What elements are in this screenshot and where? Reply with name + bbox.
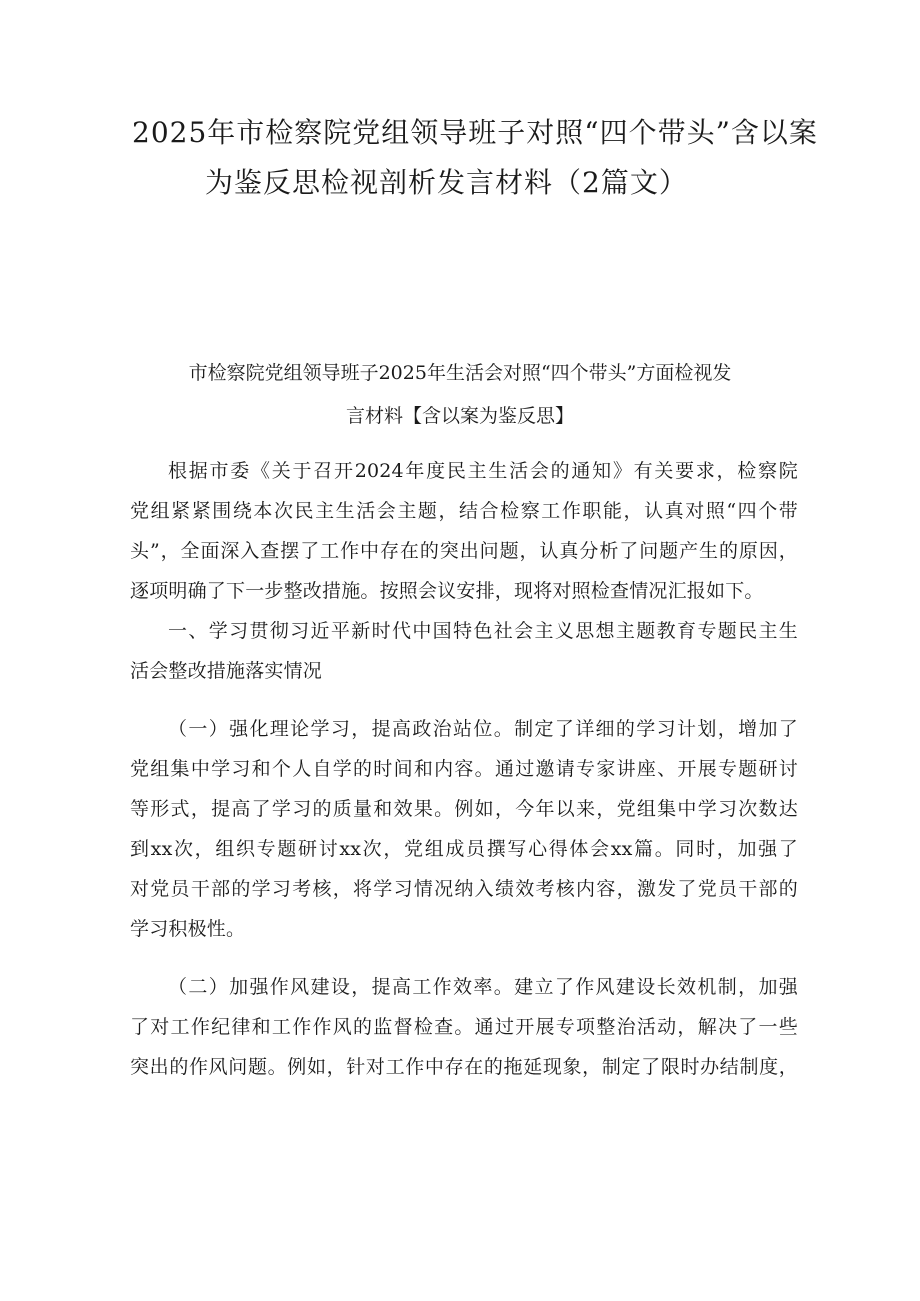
- document-title-line-1: 2025年市检察院党组领导班子对照“四个带头”含以案: [132, 116, 818, 149]
- paragraph-line: 根据市委《关于召开2024年度民主生活会的通知》有关要求，检察院: [168, 460, 798, 482]
- paragraph-line: 到xx次，组织专题研讨xx次，党组成员撰写心得体会xx篇。同时，加强了: [130, 838, 798, 860]
- section-title: [130, 352, 790, 438]
- paragraph-line: 头”，全面深入查摆了工作中存在的突出问题，认真分析了问题产生的原因，: [130, 540, 798, 562]
- paragraph-gap: [130, 691, 798, 709]
- paragraph-line: （一）强化理论学习，提高政治站位。制定了详细的学习计划，增加了: [168, 718, 798, 740]
- paragraph-line: 突出的作风问题。例如，针对工作中存在的拖延现象，制定了限时办结制度，: [130, 1056, 798, 1078]
- paragraph-line: 对党员干部的学习考核，将学习情况纳入绩效考核内容，激发了党员干部的: [130, 878, 798, 900]
- paragraph-line: 等形式，提高了学习的质量和效果。例如，今年以来，党组集中学习次数达: [130, 798, 798, 820]
- section-title-line-1: 市检察院党组领导班子2025年生活会对照“四个带头”方面检视发: [188, 362, 732, 384]
- paragraph-line: 活会整改措施落实情况: [130, 660, 323, 682]
- paragraph-line: 一、学习贯彻习近平新时代中国特色社会主义思想主题教育专题民主生: [168, 620, 798, 642]
- paragraph-line: 逐项明确了下一步整改措施。按照会议安排，现将对照检查情况汇报如下。: [130, 580, 764, 602]
- paragraph-line: 党组集中学习和个人自学的时间和内容。通过邀请专家讲座、开展专题研讨: [130, 758, 798, 780]
- section-title-line-2: 言材料【含以案为鉴反思】: [345, 405, 574, 427]
- paragraph-gap: [130, 949, 798, 967]
- document-title-line-2: 为鉴反思检视剖析发言材料（2篇文）: [205, 166, 688, 199]
- document-title: [118, 108, 818, 208]
- paragraph-line: 党组紧紧围绕本次民主生活会主题，结合检察工作职能，认真对照“四个带: [130, 500, 798, 522]
- paragraph-line: （二）加强作风建设，提高工作效率。建立了作风建设长效机制，加强: [168, 976, 798, 998]
- paragraph-line: 学习积极性。: [130, 918, 246, 940]
- paragraph-line: 了对工作纪律和工作作风的监督检查。通过开展专项整治活动，解决了一些: [130, 1016, 798, 1038]
- document-body: [130, 451, 798, 1087]
